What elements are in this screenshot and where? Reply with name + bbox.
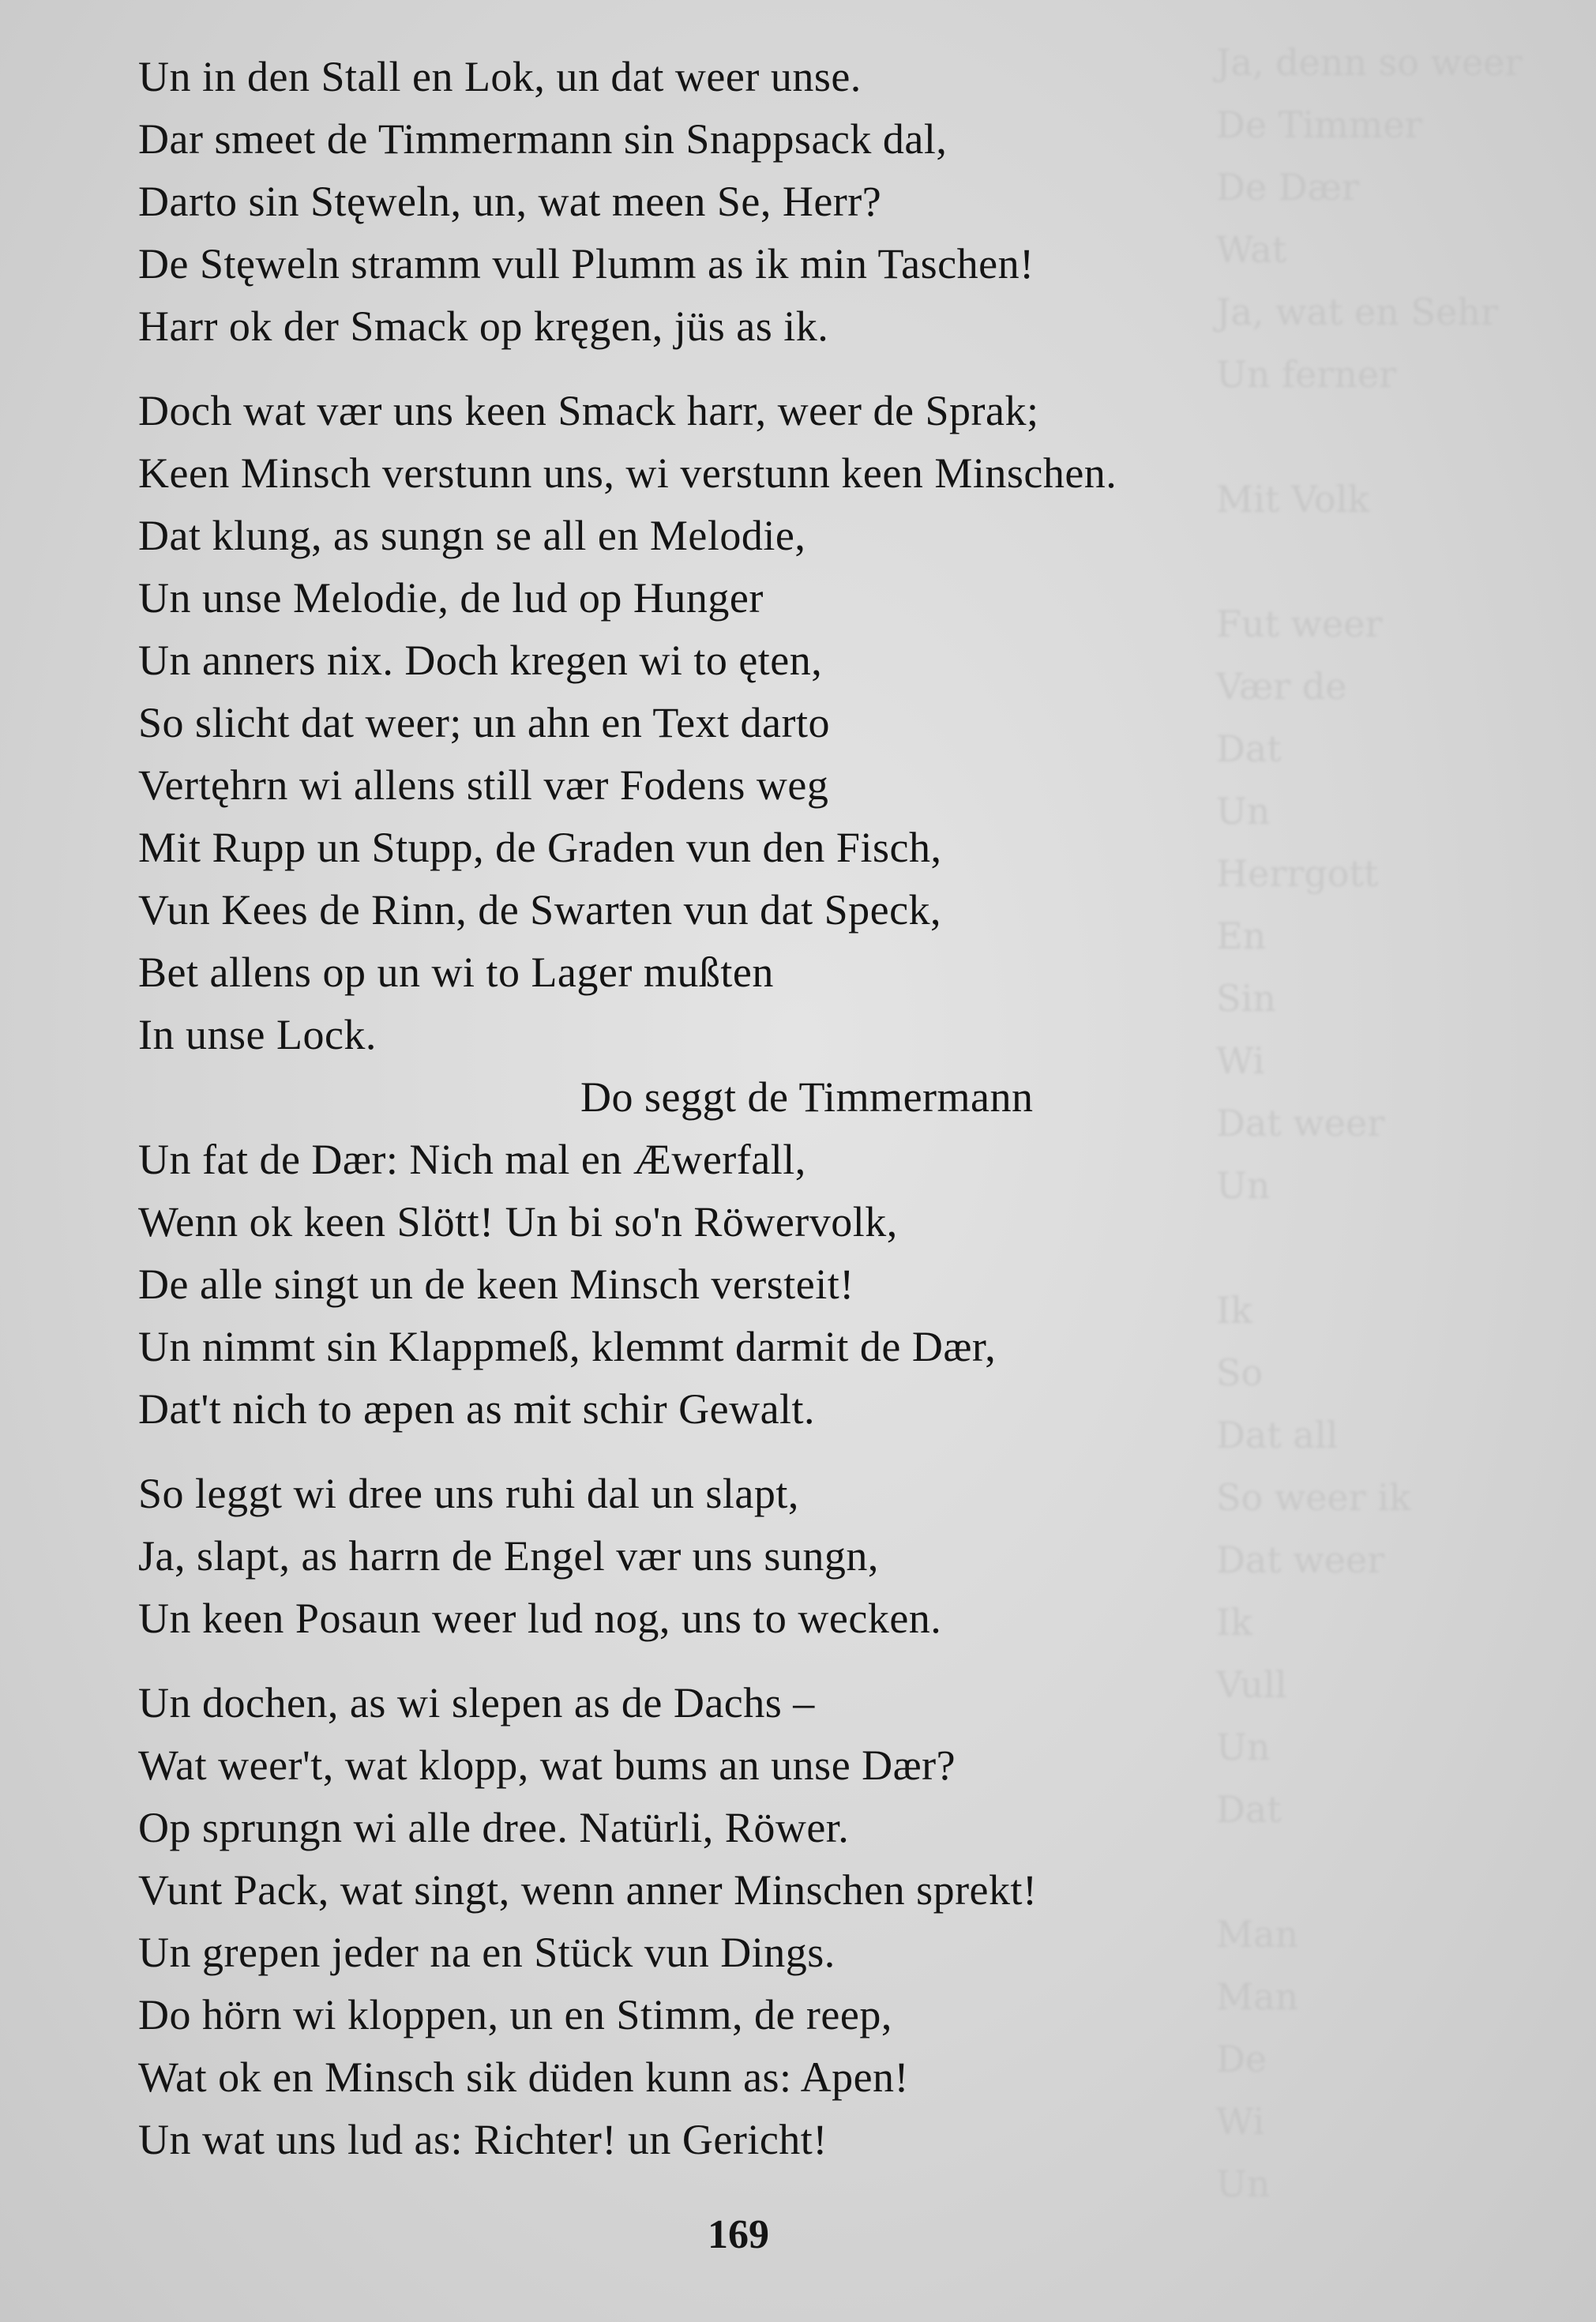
poem-line: Un fat de Dær: Nich mal en Æwerfall, [138,1136,806,1183]
poem-line: Ja, slapt, as harrn de Engel vær uns sungn, [138,1532,879,1580]
poem-line: Un anners nix. Doch kregen wi to ęten, [138,637,823,684]
poem-line: Wat ok en Minsch sik düden kunn as: Apen! [138,2053,910,2101]
poem-line: De Stęweln stramm vull Plumm as ik min Taschen! [138,240,1035,287]
page-number: 169 [708,2212,769,2257]
poem-line: Wat weer't, wat klopp, wat bums an unse Dær? [138,1742,956,1789]
poem-line: Wenn ok keen Slött! Un bi so'n Röwervolk, [138,1198,898,1246]
poem-line: So slicht dat weer; un ahn en Text darto [138,699,831,746]
poem-line: Dat klung, as sungn se all en Melodie, [138,512,806,559]
poem-line: De alle singt un de keen Minsch versteit! [138,1261,854,1308]
stanza-1 [138,46,1528,358]
poem-line: Un wat uns lud as: Richter! un Gericht! [138,2116,828,2163]
poem-line: Un in den Stall en Lok, un dat weer unse. [138,53,862,100]
poem-line: Un unse Melodie, de lud op Hunger [138,574,764,622]
poem-text [138,46,1528,2193]
poem-line: Op sprungn wi alle dree. Natürli, Röwer. [138,1804,850,1851]
poem-line: Bet allens op un wi to Lager mußten [138,949,774,996]
poem-line: Do hörn wi kloppen, un en Stimm, de reep, [138,1991,892,2038]
poem-line-indented: Do seggt de Timmermann [580,1073,1034,1121]
poem-line: Vun Kees de Rinn, de Swarten vun dat Speck, [138,886,942,934]
poem-line: Vertęhrn wi allens still vær Fodens weg [138,761,829,809]
poem-line: Vunt Pack, wat singt, wenn anner Minschen sprekt! [138,1866,1038,1914]
poem-line: Un dochen, as wi slepen as de Dachs – [138,1679,815,1726]
poem-line: Un grepen jeder na en Stück vun Dings. [138,1929,836,1976]
poem-line: Keen Minsch verstunn uns, wi verstunn keen Minschen. [138,449,1117,497]
poem-line: Doch wat vær uns keen Smack harr, weer de Sprak; [138,387,1039,434]
poem-line: Un nimmt sin Klappmeß, klemmt darmit de Dær, [138,1323,997,1370]
stanza-3 [138,1463,1528,1650]
poem-line: Dar smeet de Timmermann sin Snappsack dal, [138,115,948,163]
stanza-2 [138,380,1528,1441]
poem-line: In unse Lock. [138,1011,377,1058]
poem-line: Un keen Posaun weer lud nog, uns to wecken. [138,1595,942,1642]
poem-line: Dat't nich to æpen as mit schir Gewalt. [138,1385,816,1433]
stanza-4 [138,1672,1528,2171]
poem-line: So leggt wi dree uns ruhi dal un slapt, [138,1470,799,1517]
show-through-facing-page: Ja, denn so weer De Timmer De Dær Wat Ja, wat en Sehr Un ferner Mit Volk Fut weer Vær de Dat Un Herrgott En Sin Wi Dat weer Un Ik So Dat all So weer ik Dat weer Ik Vull Un Dat Man Man De Wi Un [1216,41,1523,2205]
poem-line: Harr ok der Smack op kręgen, jüs as ik. [138,302,829,350]
poem-line: Mit Rupp un Stupp, de Graden vun den Fisch, [138,824,942,871]
poem-line: Darto sin Stęweln, un, wat meen Se, Herr? [138,178,882,225]
